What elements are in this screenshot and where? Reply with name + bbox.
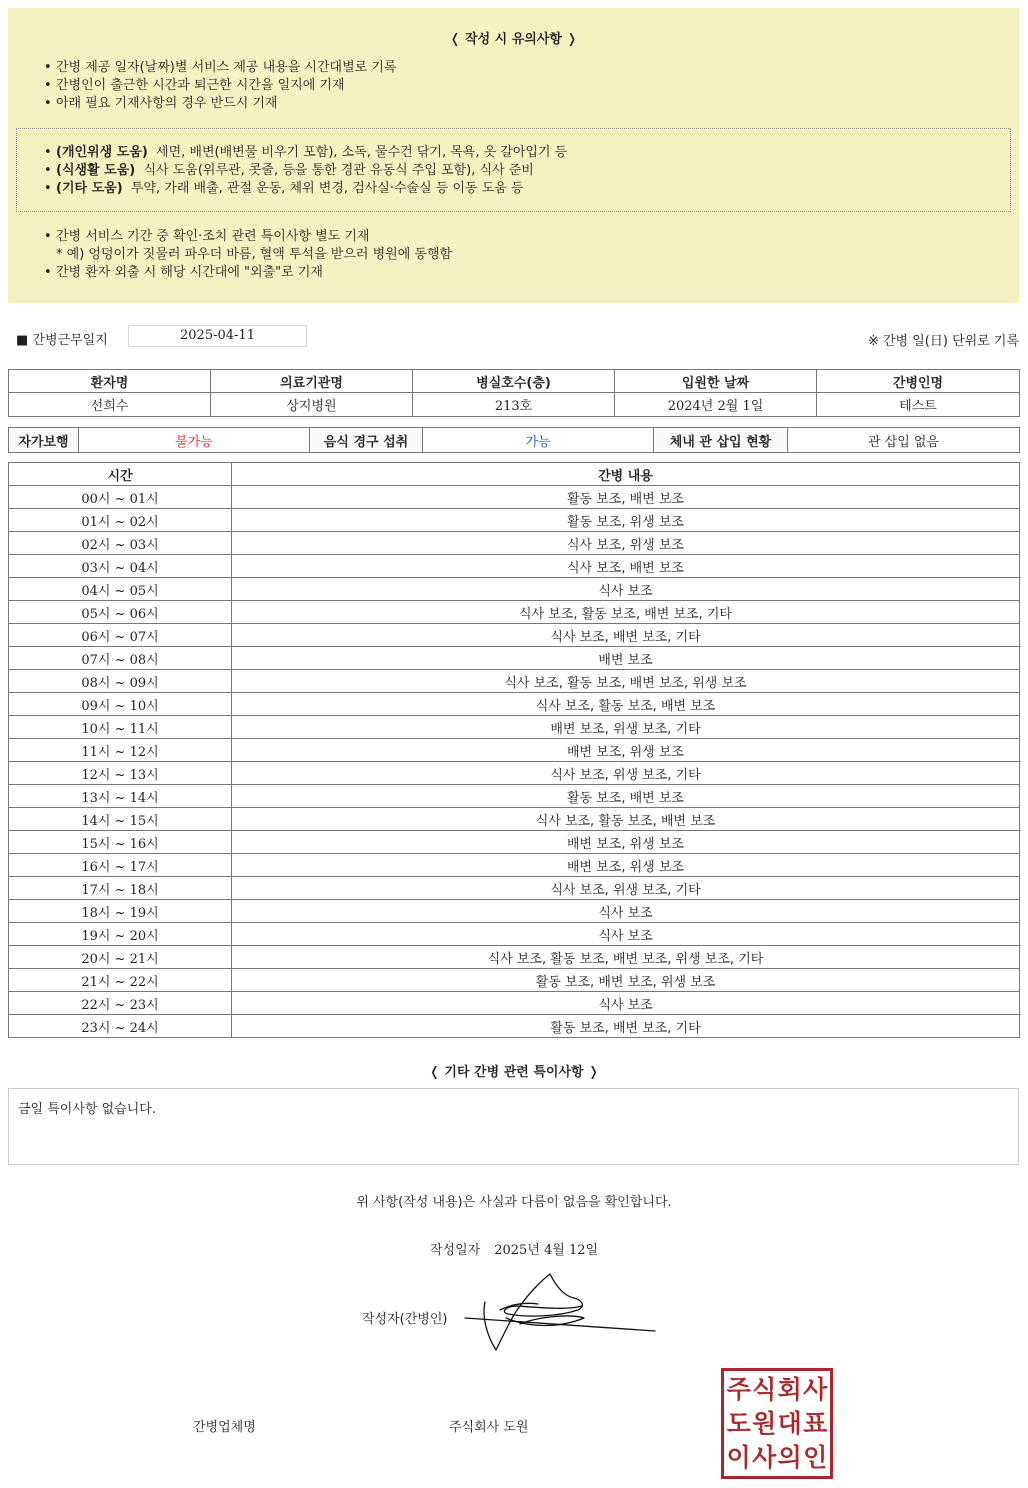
tube-label: 체내 관 삽입 현황 xyxy=(654,428,788,453)
notice-item: • 간병 제공 일자(날짜)별 서비스 제공 내용을 시간대별로 기록 xyxy=(44,60,397,75)
care-time: 00시 ~ 01시 xyxy=(9,486,232,509)
care-row xyxy=(9,969,1020,992)
care-time: 11시 ~ 12시 xyxy=(9,739,232,762)
care-row xyxy=(9,946,1020,969)
company-seal xyxy=(721,1368,833,1479)
care-row xyxy=(9,670,1020,693)
care-time: 10시 ~ 11시 xyxy=(9,716,232,739)
patient-name-header: 환자명 xyxy=(9,370,211,393)
write-date xyxy=(430,1239,598,1258)
care-time: 01시 ~ 02시 xyxy=(9,509,232,532)
care-row xyxy=(9,923,1020,946)
care-row xyxy=(9,647,1020,670)
care-time: 21시 ~ 22시 xyxy=(9,969,232,992)
care-time: 23시 ~ 24시 xyxy=(9,1015,232,1038)
care-time: 09시 ~ 10시 xyxy=(9,693,232,716)
food-label: 음식 경구 섭취 xyxy=(310,428,423,453)
care-log-table xyxy=(8,462,1020,1038)
time-header: 시간 xyxy=(9,463,232,486)
caregiver-header: 간병인명 xyxy=(817,370,1020,393)
care-content: 활동 보조, 배변 보조, 기타 xyxy=(232,1015,1020,1038)
confirmation-text: 위 사항(작성 내용)은 사실과 다름이 없음을 확인합니다. xyxy=(356,1195,672,1210)
care-content: 활동 보조, 위생 보조 xyxy=(232,509,1020,532)
notice-item: • 간병 환자 외출 시 해당 시간대에 "외출"로 기재 xyxy=(44,265,323,280)
care-content: 식사 보조, 활동 보조, 배변 보조, 위생 보조, 기타 xyxy=(232,946,1020,969)
care-row xyxy=(9,992,1020,1015)
notice-item: • 간병 서비스 기간 중 확인·조치 관련 특이사항 별도 기재 xyxy=(44,229,370,244)
care-time: 02시 ~ 03시 xyxy=(9,532,232,555)
write-date-value: 2025년 4월 12일 xyxy=(494,1243,599,1258)
seal-char: 인 xyxy=(803,1442,828,1472)
seal-char: 대 xyxy=(777,1408,802,1438)
admission-date-header: 입원한 날짜 xyxy=(615,370,817,393)
remarks-box[interactable] xyxy=(8,1088,1019,1165)
care-content: 식사 보조, 위생 보조, 기타 xyxy=(232,877,1020,900)
care-time: 22시 ~ 23시 xyxy=(9,992,232,1015)
notice-list-special xyxy=(44,228,452,282)
care-row xyxy=(9,762,1020,785)
care-content: 식사 보조, 배변 보조 xyxy=(232,555,1020,578)
seal-char: 주 xyxy=(726,1375,751,1405)
care-time: 12시 ~ 13시 xyxy=(9,762,232,785)
care-row xyxy=(9,693,1020,716)
care-body xyxy=(9,486,1020,1038)
notice-item: • (기타 도움) 투약, 가래 배출, 관절 운동, 체위 변경, 검사실·수술실 등 이동 도움 등 xyxy=(44,181,524,196)
care-content: 활동 보조, 배변 보조, 위생 보조 xyxy=(232,969,1020,992)
care-time: 14시 ~ 15시 xyxy=(9,808,232,831)
tube-value: 관 삽입 없음 xyxy=(788,428,1020,453)
seal-char: 도 xyxy=(726,1408,751,1438)
seal-char: 의 xyxy=(777,1442,802,1472)
room-header: 병실호수(층) xyxy=(413,370,615,393)
status-row xyxy=(9,428,1020,453)
care-content: 배변 보조, 위생 보조 xyxy=(232,739,1020,762)
care-time: 03시 ~ 04시 xyxy=(9,555,232,578)
care-row xyxy=(9,555,1020,578)
care-row xyxy=(9,1015,1020,1038)
care-header-row xyxy=(9,463,1020,486)
remarks-text: 금일 특이사항 없습니다. xyxy=(18,1102,156,1117)
care-row xyxy=(9,578,1020,601)
care-row xyxy=(9,831,1020,854)
room-number: 213호 xyxy=(413,393,615,417)
content-header: 간병 내용 xyxy=(232,463,1020,486)
care-content: 식사 보조, 위생 보조 xyxy=(232,532,1020,555)
care-row xyxy=(9,624,1020,647)
care-row xyxy=(9,785,1020,808)
notice-item: • (개인위생 도움) 세면, 배변(배변물 비우기 포함), 소독, 물수건 닦기, 목욕, 옷 갈아입기 등 xyxy=(44,145,568,160)
care-time: 15시 ~ 16시 xyxy=(9,831,232,854)
hospital-name: 상지병원 xyxy=(211,393,413,417)
hospital-header: 의료기관명 xyxy=(211,370,413,393)
caregiver-name: 테스트 xyxy=(817,393,1020,417)
care-time: 20시 ~ 21시 xyxy=(9,946,232,969)
care-time: 13시 ~ 14시 xyxy=(9,785,232,808)
notice-box xyxy=(8,8,1019,303)
care-content: 활동 보조, 배변 보조 xyxy=(232,785,1020,808)
writer-label: 작성자(간병인) xyxy=(362,1312,448,1327)
patient-header-row xyxy=(9,370,1020,393)
notice-list-required xyxy=(44,144,567,198)
notice-list-general xyxy=(44,59,396,113)
care-row xyxy=(9,486,1020,509)
care-row xyxy=(9,509,1020,532)
seal-char: 원 xyxy=(752,1408,777,1438)
care-time: 06시 ~ 07시 xyxy=(9,624,232,647)
company-label: 간병업체명 xyxy=(193,1420,256,1435)
seal-char: 사 xyxy=(752,1442,777,1472)
care-time: 19시 ~ 20시 xyxy=(9,923,232,946)
notice-item: • (식생활 도움) 식사 도움(위루관, 콧줄, 등을 통한 경관 유동식 주입 포함), 식사 준비 xyxy=(44,163,534,178)
care-content: 식사 보조, 활동 보조, 배변 보조, 기타 xyxy=(232,601,1020,624)
care-content: 배변 보조 xyxy=(232,647,1020,670)
company-name: 주식회사 도원 xyxy=(449,1420,529,1435)
walk-value: 불가능 xyxy=(79,428,310,453)
patient-name: 선희수 xyxy=(9,393,211,417)
patient-status-table xyxy=(8,427,1020,453)
care-content: 배변 보조, 위생 보조, 기타 xyxy=(232,716,1020,739)
care-time: 07시 ~ 08시 xyxy=(9,647,232,670)
seal-char: 이 xyxy=(726,1442,751,1472)
remarks-title: ❬ 기타 간병 관련 특이사항 ❭ xyxy=(429,1065,599,1080)
care-row xyxy=(9,532,1020,555)
signature-image xyxy=(460,1268,660,1354)
care-content: 식사 보조, 활동 보조, 배변 보조 xyxy=(232,693,1020,716)
care-row xyxy=(9,716,1020,739)
seal-char: 표 xyxy=(803,1408,828,1438)
care-row xyxy=(9,900,1020,923)
care-content: 식사 보조, 위생 보조, 기타 xyxy=(232,762,1020,785)
seal-char: 식 xyxy=(752,1375,777,1405)
care-content: 식사 보조 xyxy=(232,992,1020,1015)
food-value: 가능 xyxy=(423,428,654,453)
care-row xyxy=(9,854,1020,877)
care-time: 05시 ~ 06시 xyxy=(9,601,232,624)
care-content: 식사 보조, 활동 보조, 배변 보조, 위생 보조 xyxy=(232,670,1020,693)
care-row xyxy=(9,739,1020,762)
notice-item: • 간병인이 출근한 시간과 퇴근한 시간을 일지에 기재 xyxy=(44,78,345,93)
care-content: 식사 보조 xyxy=(232,578,1020,601)
care-time: 08시 ~ 09시 xyxy=(9,670,232,693)
care-content: 활동 보조, 배변 보조 xyxy=(232,486,1020,509)
care-content: 배변 보조, 위생 보조 xyxy=(232,831,1020,854)
seal-char: 사 xyxy=(803,1375,828,1405)
care-time: 04시 ~ 05시 xyxy=(9,578,232,601)
notice-title: ❬ 작성 시 유의사항 ❭ xyxy=(449,32,578,47)
patient-value-row xyxy=(9,393,1020,417)
notice-example: * 예) 엉덩이가 짓물러 파우더 바름, 혈액 투석을 받으러 병원에 동행함 xyxy=(56,247,453,262)
care-content: 배변 보조, 위생 보조 xyxy=(232,854,1020,877)
care-content: 식사 보조, 배변 보조, 기타 xyxy=(232,624,1020,647)
care-content: 식사 보조 xyxy=(232,923,1020,946)
walk-label: 자가보행 xyxy=(9,428,79,453)
care-row xyxy=(9,601,1020,624)
care-content: 식사 보조 xyxy=(232,900,1020,923)
patient-info-table xyxy=(8,369,1020,417)
care-time: 17시 ~ 18시 xyxy=(9,877,232,900)
notice-item: • 아래 필요 기재사항의 경우 반드시 기재 xyxy=(44,96,278,111)
care-time: 18시 ~ 19시 xyxy=(9,900,232,923)
seal-char: 회 xyxy=(777,1375,802,1405)
care-row xyxy=(9,808,1020,831)
journal-label: ■ 간병근무일지 xyxy=(16,333,108,348)
care-time: 16시 ~ 17시 xyxy=(9,854,232,877)
journal-date-field[interactable]: 2025-04-11 xyxy=(128,325,307,347)
write-date-label: 작성일자 xyxy=(430,1243,481,1258)
admission-date: 2024년 2월 1일 xyxy=(615,393,817,417)
unit-note: ※ 간병 일(日) 단위로 기록 xyxy=(867,334,1019,349)
care-content: 식사 보조, 활동 보조, 배변 보조 xyxy=(232,808,1020,831)
care-row xyxy=(9,877,1020,900)
